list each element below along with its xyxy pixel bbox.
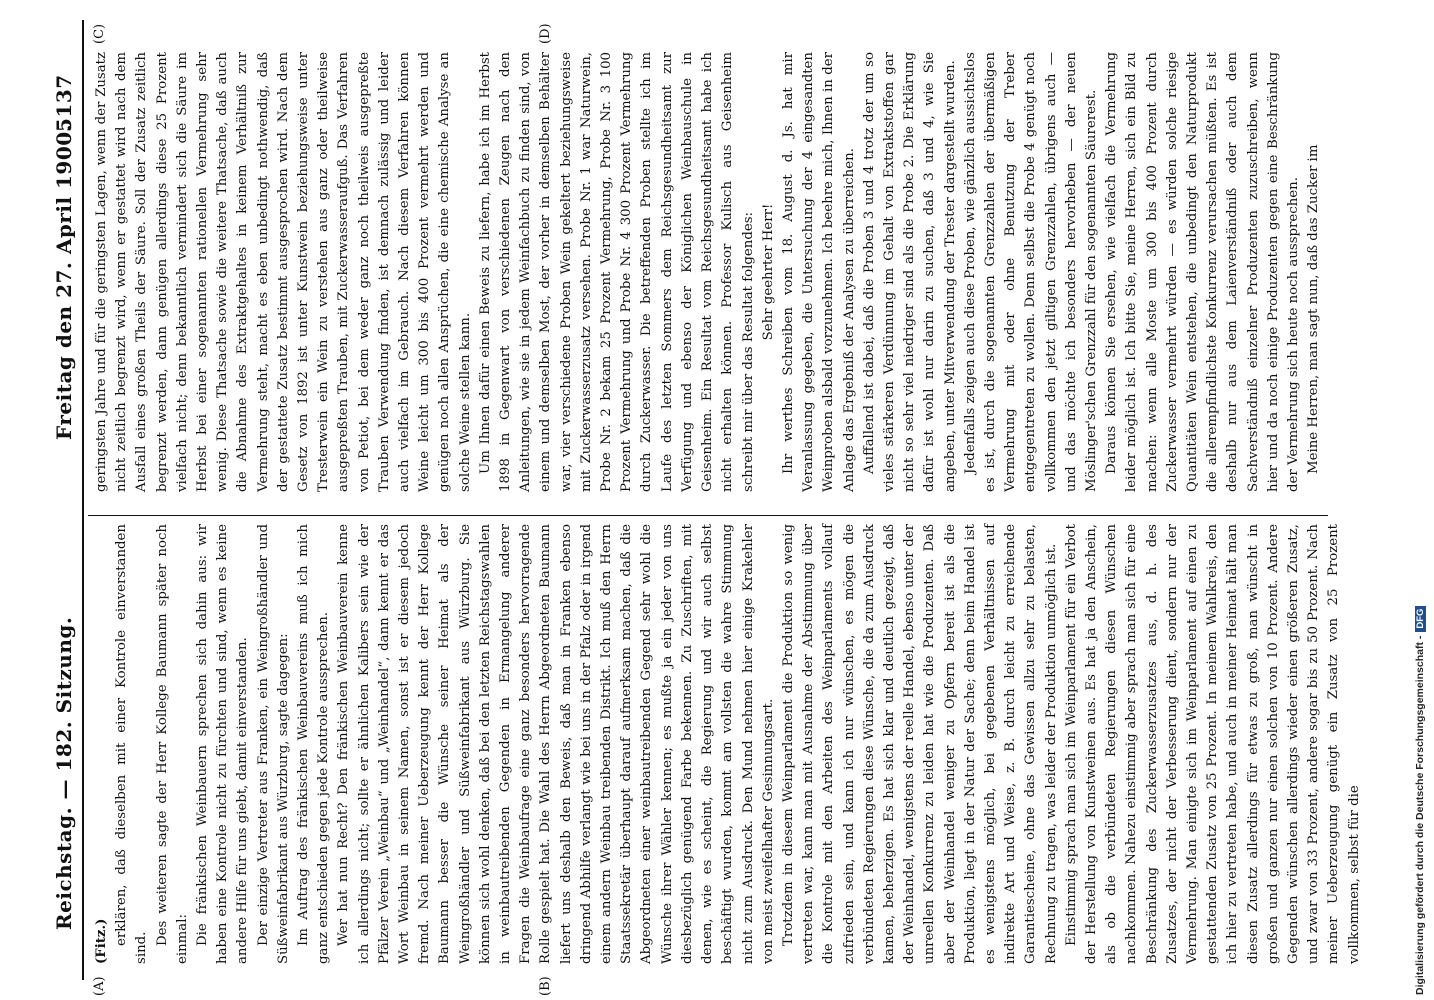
letter-paragraph: Ihr werthes Schreiben vom 18. August d. Js. hat mir Veranlassung gegeben, die Untersuchung der 4 eingesandten Weinproben alsbald vorzunehmen. Ich beehre mich, Ihnen in der Anlage das Ergebniß der Analysen zu überreichen. bbox=[780, 52, 857, 492]
paragraph: Des weiteren sagte der Herr Kollege Baumann später noch einmal: bbox=[154, 524, 190, 964]
quotation: Im Auftrag des fränkischen Weinbauvereins muß ich mich ganz entschieden gegen jede Kontrole aussprechen. bbox=[296, 524, 332, 964]
digitization-watermark bbox=[1412, 0, 1434, 1000]
paragraph: erklären, daß dieselben mit einer Kontrole einverstanden sind. bbox=[114, 524, 150, 964]
running-header-left: Reichstag. — 182. Sitzung. bbox=[52, 616, 76, 930]
running-header-date: Freitag den 27. April 1900. bbox=[52, 123, 76, 440]
paragraph: Der einzige Vertreter aus Franken, ein Weingroßhändler und Süßweinfabrikant aus Würzburg, sagte dagegen: bbox=[255, 524, 291, 964]
header-rule bbox=[82, 20, 84, 980]
watermark-text: Digitalisierung gefördert durch die Deutsche Forschungsgemeinschaft - bbox=[1414, 635, 1426, 995]
margin-marker-b: (B) bbox=[538, 976, 553, 996]
left-column bbox=[92, 524, 1362, 964]
dfg-logo: DFG bbox=[1415, 606, 1426, 632]
paragraph: Meine Herren, man sagt nun, daß das Zucker im bbox=[1306, 144, 1322, 474]
speaker-tag: (Fitz.) bbox=[94, 918, 109, 964]
paragraph: Einstimmig sprach man sich im Weinparlament für ein Verbot der Herstellung von Kunstweinen aus. Es hat ja den Anschein, als ob die verbündeten Regierungen diesen Wünschen nachkommen. Nahezu einstimmig aber sprach man sich für eine Beschränkung des Zuckerwasserzusatzes aus, d. h. des Zusatzes, der nicht der Verbesserung dient, sondern nur der Vermehrung. Man einigte sich im Weinparlament auf einen zu gestattenden Zusatz von 25 Prozent. In meinem Wahlkreis, den ich hier zu vertreten habe, und auch in meiner Heimat hält man diesen Zusatz allerdings für etwas zu groß, man wünscht in großen und ganzen nur einen solchen von 10 Prozent. Andere Gegenden wünschen allerdings wieder einen größeren Zusatz, und zwar von 33 Prozent, andere sogar bis zu 50 Prozent. Nach meiner Ueberzeugung genügt ein Zusatz von 25 Prozent vollkommen, selbst für die bbox=[1063, 524, 1362, 964]
paragraph: Wer hat nun Recht? Den fränkischen Weinbauverein kenne ich allerdings nicht; sollte er ähnlichen Kalibers sein wie der Pfälzer Verein „Weinbau“ und „Weinhandel“, dann kennt er das Wort Weinbau in seinem Namen, sonst ist er diesem jedoch fremd. Nach meiner Ueberzeugung kennt der Herr Kollege Baumann besser die Wünsche seiner Heimat als der Weingroßhändler und Süßweinfabrikant aus Würzburg. Sie können sich wohl denken, daß bei den letzten Reichstagswahlen in weinbautreibenden Gegenden in Ermangelung anderer Fragen die Weinbaufrage eine ganz besonders hervorragende Rolle gespielt hat. Die Wahl des Herrn Abgeordneten Baumann liefert uns deshalb den Beweis, daß man in Franken ebenso dringend Abhilfe verlangt wie bei uns in der Pfalz oder in irgend einem andern Weinbau treibenden Distrikt. Ich muß den Herrn Staatssekretär überhaupt darauf aufmerksam machen, daß die Abgeordneten einer weinbautreibenden Gegend sehr wohl die Wünsche ihrer Wähler kennen; es mußte ja ein jeder von uns diesbezüglich genügend Farbe bekennen. Zu Zuschriften, mit denen, wie es scheint, die Regierung und wir auch selbst beschäftigt wurden, kommt am vollsten die wahre Stimmung nicht zum Ausdruck. Den Mund nehmen hier einige Krakehler von meist zweifelhafter Gesinnungsart. bbox=[336, 524, 776, 964]
paragraph: Daraus können Sie ersehen, wie vielfach die Vermehrung leider möglich ist. Ich bitte Sie, meine Herren, sich ein Bild zu machen: wenn alle Moste um 300 bis 400 Prozent durch Zuckerwasser vermehrt würden — es würden solche riesige Quantitäten Wein entstehen, die unbedingt den Naturprodukt die allerempfindlichste Konkurrenz verursachen müßten. Es ist deshalb nur aus dem Laienverständniß oder auch dem Sachverständniß einzelner Produzenten zuzuschreiben, wenn hier und da noch einige Produzenten gegen eine Beschränkung der Vermehrung sich heute noch aussprechen. bbox=[1104, 52, 1301, 492]
column-divider bbox=[88, 515, 1328, 516]
page-number: 5137 bbox=[52, 74, 76, 132]
letter-paragraph: Auffallend ist dabei, daß die Proben 3 und 4 trotz der um so vieles stärkeren Verdünnung im Gehalt von Extraktstoffen gar nicht so sehr viel niedriger sind als die Probe 2. Die Erklärung dafür ist wohl nur darin zu suchen, daß 3 und 4, wie Sie angeben, unter Mitverwendung der Trester dargestellt wurden. bbox=[861, 52, 958, 492]
paragraph: Trotzdem in diesem Weinparlament die Produktion so wenig vertreten war, kann man mit Ausnahme der Abstimmung über die Kontrole mit den Arbeiten des Weinparlaments vollauf zufrieden sein, und kann ich nur wünschen, es mögen die verbündeten Regierungen diese Wünsche, die da zum Ausdruck kamen, beherzigen. Es hat sich klar und deutlich gezeigt, daß der Weinhandel, wenigstens der reelle Handel, ebenso unter der unreellen Konkurrenz zu leiden hat wie die Produzenten. Daß aber der Weinhandel weniger zu Opfern bereit ist als die Produktion, liegt in der Natur der Sache; denn beim Handel ist es wenigstens möglich, bei gegebenen Verhältnissen auf indirekte Art und Weise, z. B. durch leicht zu erreichende Garantiescheine, ohne das Gewissen allzu sehr zu belasten, Rechnung zu tragen, was leider der Produktion unmöglich ist. bbox=[780, 524, 1059, 964]
right-column bbox=[92, 52, 1322, 492]
paragraph: Um Ihnen dafür einen Beweis zu liefern, habe ich im Herbst 1898 in Gegenwart von verschiedenen Zeugen nach den Anleitungen, wie sie in jedem Weinfachbuch zu finden sind, von einem und demselben Most, der vorher in demselben Behälter war, vier verschiedene Proben Wein gekeltert beziehungsweise mit Zuckerwasserzusatz versehen. Probe Nr. 1 war Naturwein, Probe Nr. 2 bekam 25 Prozent Vermehrung, Probe Nr. 3 100 Prozent Vermehrung und Probe Nr. 4 300 Prozent Vermehrung durch Zuckerwasser. Die betreffenden Proben stellte ich im Laufe des letzten Sommers dem Reichsgesundheitsamt zur Verfügung und ebenso der Königlichen Weinbauschule in Geisenheim. Ein Resultat vom Reichsgesundheitsamt habe ich nicht erhalten können. Professor Kulisch aus Geisenheim schreibt mir über das Resultat folgendes: bbox=[477, 52, 756, 492]
letter-salutation: Sehr geehrter Herr! bbox=[760, 203, 776, 341]
margin-marker-a: (A) bbox=[92, 976, 107, 996]
letter-paragraph: Jedenfalls zeigen auch diese Proben, wie gänzlich aussichtslos es ist, durch die sogenannten Grenzzahlen der übermäßigen Vermehrung mit oder ohne Benutzung der Treber entgegentreten zu wollen. Denn selbst die Probe 4 genügt noch vollkommen den jetzt giltigen Grenzzahlen, übrigens auch — und das möchte ich besonders hervorheben — der neuen Möslinger'schen Grenzzahl für den sogenannten Säurerest. bbox=[962, 52, 1099, 492]
paragraph: geringsten Jahre und für die geringsten Lagen, wenn der Zusatz nicht zeitlich begrenzt wird, wenn er gestattet wird nach dem Ausfall eines großen Theils der Säure. Soll der Zusatz zeitlich begrenzt werden, dann genügen allerdings diese 25 Prozent vielfach nicht; denn bekanntlich vermindert sich die Säure im Herbst bei einer sogenannten rationellen Vermehrung sehr wenig. Diese Thatsache sowie die weitere Thatsache, daß auch die Abnahme des Extraktgehaltes in keinem Verhältniß zur Vermehrung steht, macht es eben unbedingt nothwendig, daß der gestattete Zusatz bestimmt ausgesprochen wird. Nach dem Gesetz von 1892 ist unter Kunstwein beziehungsweise unter Tresterwein ein Wein zu verstehen aus ganz oder theilweise ausgepreßten Trauben, mit Zuckerwasseraufguß. Das Verfahren von Petiot, bei dem weder ganz noch theilweis ausgepreßte Trauben Verwendung finden, ist demnach zulässig und leider auch vielfach im Gebrauch. Nach diesem Verfahren können Weine leicht um 300 bis 400 Prozent vermehrt werden und genügen noch allen Ansprüchen, die eine chemische Analyse an solche Weine stellen kann. bbox=[94, 52, 473, 492]
margin-marker-d: (D) bbox=[538, 23, 553, 44]
margin-marker-c: (C) bbox=[92, 23, 107, 44]
quotation: Die fränkischen Weinbauern sprechen sich dahin aus: wir haben eine Kontrole nicht zu fürchten und sind, wenn es keine andere Hilfe für uns giebt, damit einverstanden. bbox=[195, 524, 251, 964]
